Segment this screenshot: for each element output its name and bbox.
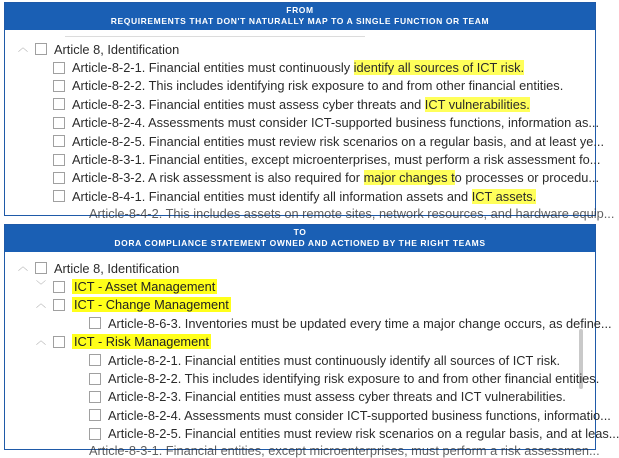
tree-item[interactable] xyxy=(17,406,611,424)
checkbox-icon[interactable] xyxy=(53,299,65,311)
tree-item-label xyxy=(72,152,600,167)
tree-item[interactable] xyxy=(17,351,585,369)
tree-item[interactable] xyxy=(17,77,585,95)
item-text: Article-8-2-3. Financial entities must assess cyber threats and xyxy=(72,96,425,112)
group-risk-management[interactable] xyxy=(17,333,585,351)
from-banner xyxy=(5,3,595,30)
to-banner xyxy=(5,225,595,252)
item-text: Article-8-3-2. A risk assessment is also required for xyxy=(72,170,364,186)
tree-item-label: Article-8-6-3. Inventories must be updated every time a major change occurs, as define... xyxy=(108,315,612,331)
tree-item-label: Article-8-2-2. This includes identifying risk exposure to and from other financial entities. xyxy=(108,371,600,387)
tree-item[interactable] xyxy=(17,58,585,76)
checkbox-icon[interactable] xyxy=(89,428,101,440)
checkbox-icon[interactable] xyxy=(53,98,65,110)
to-tree xyxy=(17,259,619,458)
chevron-up-icon[interactable]: ︿ xyxy=(36,335,46,347)
tree-parent-article-8[interactable] xyxy=(17,259,585,277)
item-text: Article-8-3-1. Financial entities, except microenterprises, must perform a risk assessment fo... xyxy=(72,152,601,168)
checkbox-icon[interactable] xyxy=(53,281,65,293)
tree-item-label xyxy=(72,189,536,204)
to-banner-subtitle: DORA COMPLIANCE STATEMENT OWNED AND ACTIONED BY THE RIGHT TEAMS xyxy=(114,238,486,248)
tree-item-cut[interactable] xyxy=(17,442,600,458)
tree-item[interactable] xyxy=(17,388,585,406)
checkbox-icon[interactable] xyxy=(89,373,101,385)
group-label: ICT - Asset Management xyxy=(74,279,216,295)
tree-item-label xyxy=(72,97,530,112)
to-panel xyxy=(4,224,619,458)
from-tree xyxy=(17,40,615,221)
group-change-management[interactable] xyxy=(17,296,585,314)
tree-item-label xyxy=(72,78,563,93)
tree-item[interactable] xyxy=(17,132,605,150)
checkbox-icon[interactable] xyxy=(35,262,47,274)
checkbox-icon[interactable] xyxy=(53,117,65,129)
chevron-up-icon[interactable]: ︿ xyxy=(18,43,28,55)
tree-item-label xyxy=(72,115,599,130)
from-panel xyxy=(4,2,615,221)
tree-item-label: Article-8-2-1. Financial entities must continuously identify all sources of ICT risk. xyxy=(108,352,561,368)
highlighted-phrase: major changes t xyxy=(363,170,455,186)
checkbox-icon[interactable] xyxy=(89,317,101,329)
tree-item-label xyxy=(72,60,524,75)
group-label: ICT - Risk Management xyxy=(74,334,209,350)
tree-item-cut[interactable] xyxy=(17,205,615,221)
to-banner-title: TO xyxy=(293,227,307,237)
item-text: o processes or procedu... xyxy=(454,170,600,186)
checkbox-icon[interactable] xyxy=(53,154,65,166)
highlighted-phrase: identify all sources of ICT risk. xyxy=(353,60,525,76)
chevron-down-icon[interactable]: ﹀ xyxy=(36,280,46,292)
checkbox-icon[interactable] xyxy=(89,391,101,403)
checkbox-icon[interactable] xyxy=(35,43,47,55)
tree-item[interactable] xyxy=(17,425,619,443)
tree-item[interactable] xyxy=(17,114,600,132)
tree-item[interactable] xyxy=(17,314,612,332)
tree-item-label xyxy=(72,134,604,149)
tree-item[interactable] xyxy=(17,187,585,205)
checkbox-icon[interactable] xyxy=(53,172,65,184)
group-asset-management[interactable] xyxy=(17,277,585,295)
chevron-up-icon[interactable]: ︿ xyxy=(18,262,28,274)
item-text: Article-8-4-1. Financial entities must identify all information assets and xyxy=(72,188,472,204)
tree-parent-article-8[interactable] xyxy=(17,40,585,58)
item-text: Article-8-2-5. Financial entities must review risk scenarios on a regular basis, and at least ye... xyxy=(72,133,605,149)
item-text: Article-8-2-1. Financial entities must continuously xyxy=(72,60,354,76)
scrolled-item-edge xyxy=(65,36,365,37)
tree-item-label xyxy=(72,170,599,185)
checkbox-icon[interactable] xyxy=(53,80,65,92)
highlighted-phrase: ICT vulnerabilities. xyxy=(424,96,530,112)
tree-parent-label: Article 8, Identification xyxy=(54,41,180,57)
tree-item-label: Article-8-2-3. Financial entities must assess cyber threats and ICT vulnerabilities. xyxy=(108,389,566,405)
chevron-up-icon[interactable]: ︿ xyxy=(36,298,46,310)
checkbox-icon[interactable] xyxy=(53,336,65,348)
highlighted-phrase: ICT assets. xyxy=(471,188,537,204)
group-label: ICT - Change Management xyxy=(74,297,229,313)
tree-parent-label: Article 8, Identification xyxy=(54,260,180,276)
tree-item[interactable] xyxy=(17,369,600,387)
tree-item[interactable] xyxy=(17,150,601,168)
tree-item-label: Article-8-2-4. Assessments must consider ICT-supported business functions, informatio... xyxy=(108,407,611,423)
checkbox-icon[interactable] xyxy=(89,409,101,421)
checkbox-icon[interactable] xyxy=(53,135,65,147)
from-banner-title: FROM xyxy=(286,5,314,15)
tree-item[interactable] xyxy=(17,169,600,187)
from-banner-subtitle: REQUIREMENTS THAT DON'T NATURALLY MAP TO A SINGLE FUNCTION OR TEAM xyxy=(110,16,490,26)
tree-item[interactable] xyxy=(17,95,585,113)
checkbox-icon[interactable] xyxy=(89,354,101,366)
tree-item-label: Article-8-2-5. Financial entities must review risk scenarios on a regular basis, and at leas... xyxy=(108,426,619,442)
tree-item-label: Article-8-4-2. This includes assets on remote sites, network resources, and hardware equip... xyxy=(89,205,615,221)
item-text: Article-8-2-2. This includes identifying risk exposure to and from other financial entities. xyxy=(72,78,564,94)
item-text: Article-8-2-4. Assessments must consider ICT-supported business functions, information as... xyxy=(72,115,600,131)
tree-item-label: Article-8-3-1. Financial entities, except microenterprises, must perform a risk assessmen... xyxy=(89,442,600,458)
checkbox-icon[interactable] xyxy=(53,62,65,74)
checkbox-icon[interactable] xyxy=(53,190,65,202)
